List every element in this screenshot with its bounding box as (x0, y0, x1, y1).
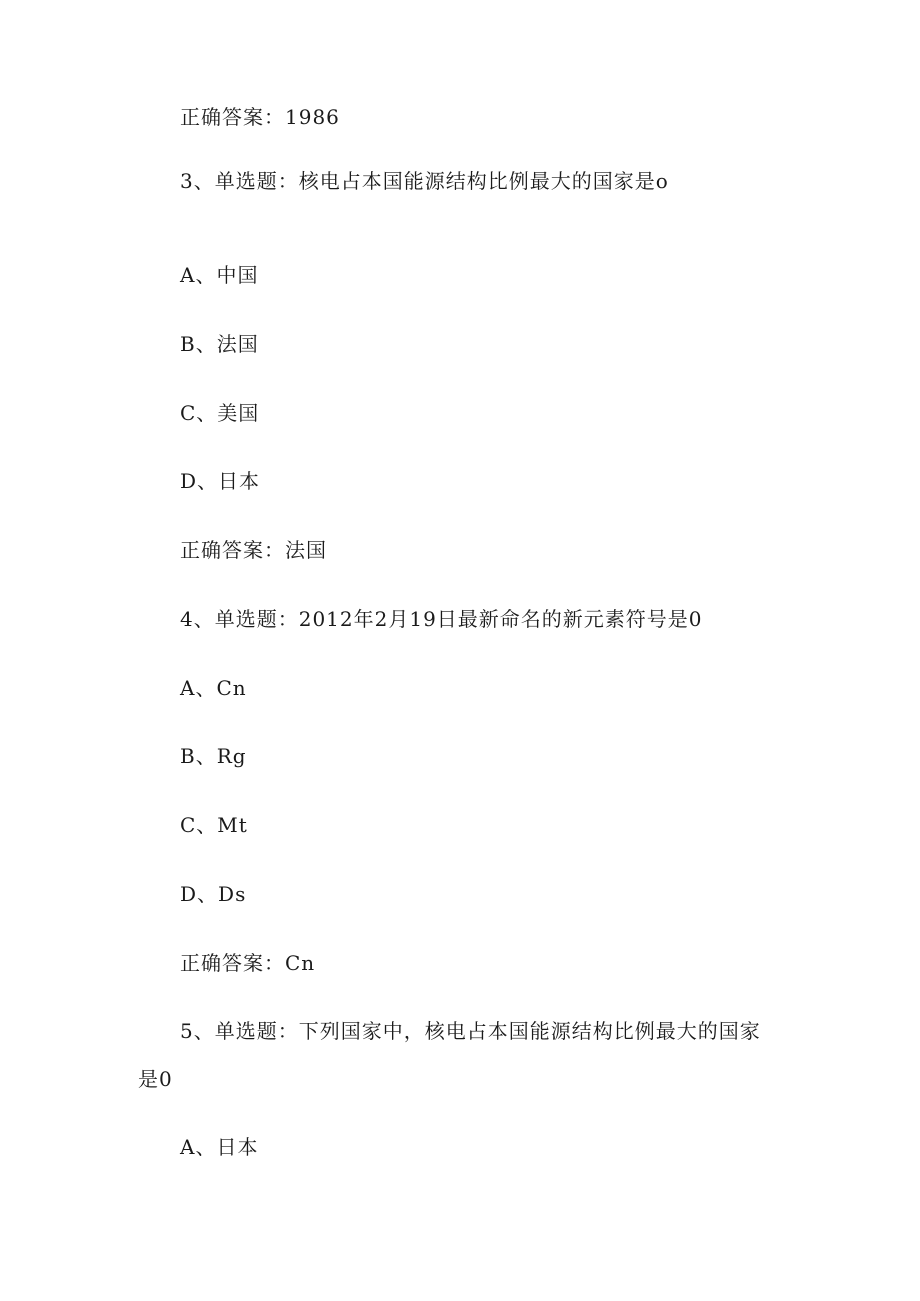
option-line: D、日本 (180, 469, 261, 493)
option-line: A、Cn (180, 676, 247, 700)
option-line: A、日本 (180, 1135, 259, 1159)
answer-line: 正确答案：1986 (180, 105, 340, 129)
option-line: C、Mt (180, 813, 248, 837)
question-4-text: 4、单选题：2012年2月19日最新命名的新元素符号是0 (180, 607, 703, 631)
question-5-text: 5、单选题：下列国家中，核电占本国能源结构比例最大的国家 (180, 1019, 761, 1043)
question-5-continuation: 是0 (138, 1067, 173, 1091)
option-line: A、中国 (180, 263, 259, 287)
option-line: D、Ds (180, 882, 247, 906)
question-3-text: 3、单选题：核电占本国能源结构比例最大的国家是o (180, 169, 669, 193)
option-line: C、美国 (180, 401, 260, 425)
option-line: B、法国 (180, 332, 259, 356)
option-line: B、Rg (180, 744, 247, 768)
answer-line: 正确答案：法国 (180, 538, 327, 562)
answer-line: 正确答案：Cn (180, 951, 316, 975)
